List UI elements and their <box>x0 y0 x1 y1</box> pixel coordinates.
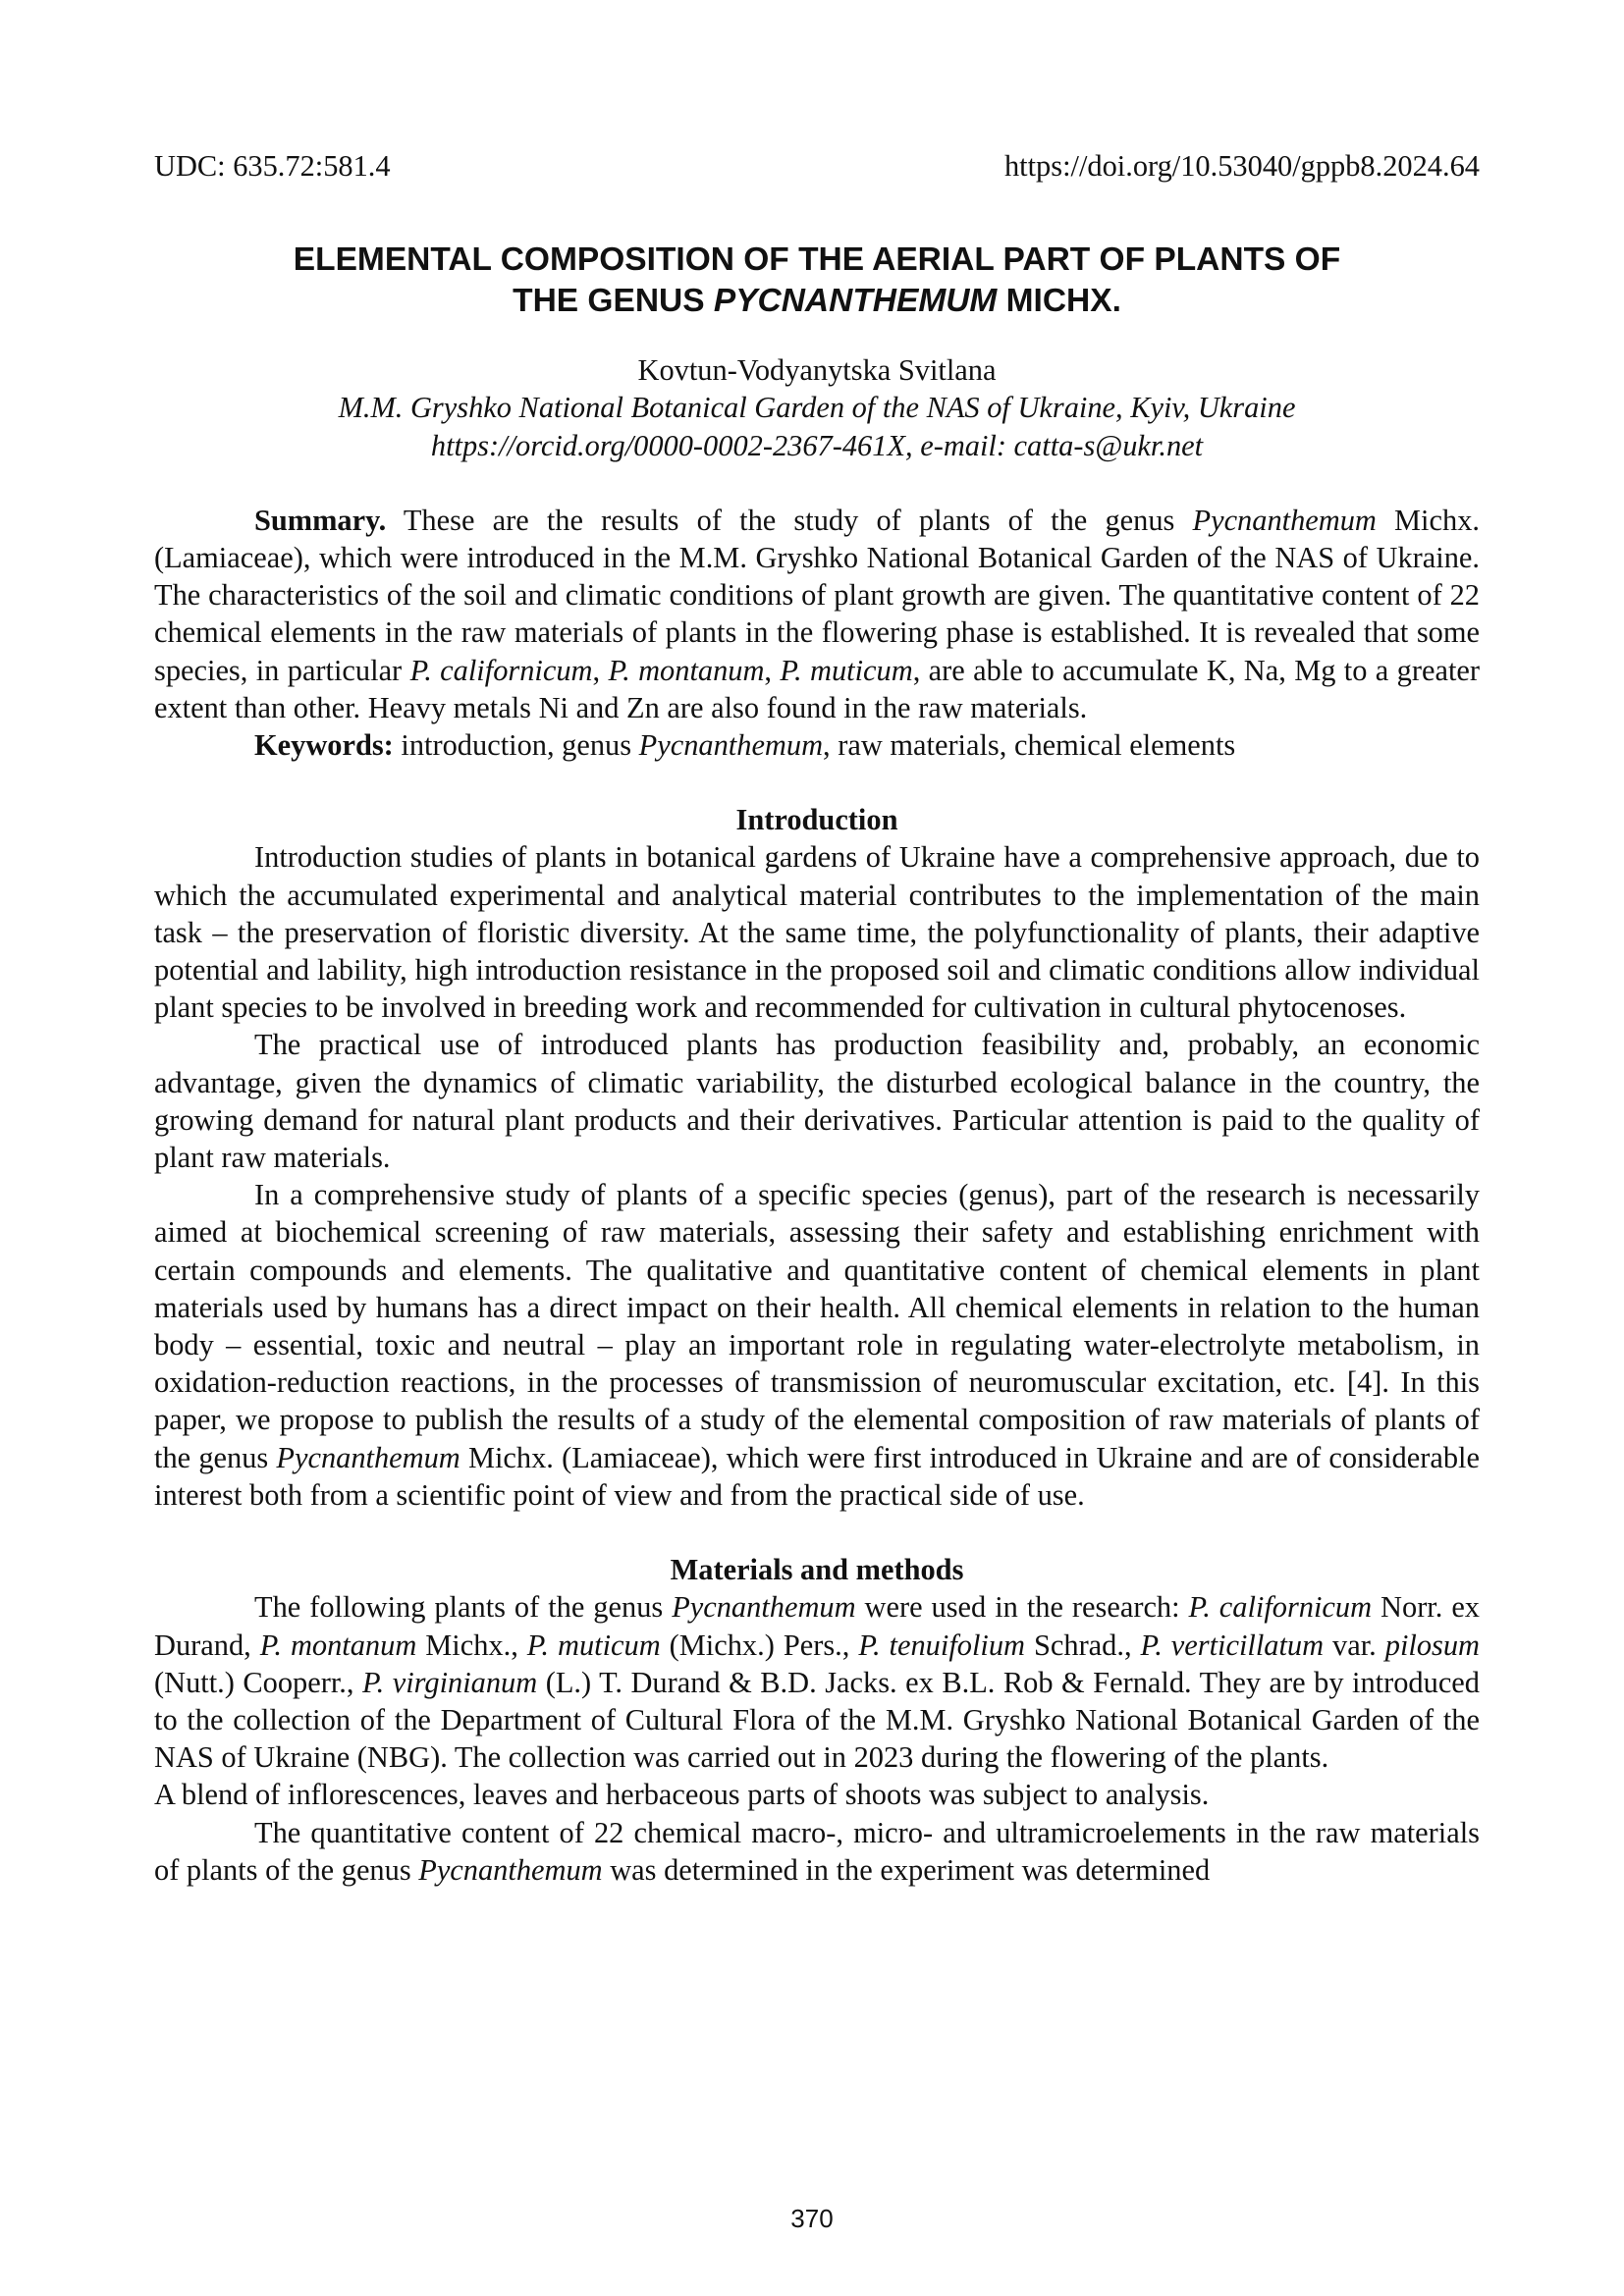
text-run: Michx. (Lamiaceae), which were introduced in the M.M. Gryshko National Botanical Garden of the NAS of Ukraine. The characteristics of the soil and climatic conditions of plant growth are given. The quantitative content of 22 chemical elements in the raw materials of plants in the flowering phase is established. It is revealed that some species, in particular <box>154 503 1480 687</box>
author-name: Kovtun-Vodyanytska Svitlana <box>637 353 997 388</box>
methods-paragraph-3 <box>154 1814 1480 1889</box>
text-run: Schrad., <box>1025 1628 1141 1662</box>
text-run: These are the results of the study of plants of the genus <box>386 503 1193 537</box>
title-text: MICHX. <box>997 283 1121 320</box>
text-run: (L.) T. Durand & B.D. Jacks. ex B.L. Rob & Fernald. They are by introduced to the collection of the Department of Cultural Flora of the M.M. Gryshko National Botanical Garden of the NAS of Ukraine (NBG). The collection was carried out in 2023 during the flowering of the plants. <box>154 1665 1480 1775</box>
text-run: The quantitative content of 22 chemical macro-, micro- and ultramicroelements in the raw materials of plants of the genus <box>154 1815 1480 1887</box>
italic-run: pilosum <box>1384 1628 1480 1662</box>
text-run: were used in the research: <box>855 1590 1189 1625</box>
italic-run: P. tenuifolium <box>858 1628 1025 1662</box>
text-run: Michx. (Lamiaceae), which were first introduced in Ukraine and are of considerable interest both from a scientific point of view and from the practical side of use. <box>154 1440 1480 1512</box>
paper-page <box>154 147 1480 1889</box>
text-run: The following plants of the genus <box>254 1590 673 1625</box>
italic-run: Pycnanthemum <box>1192 503 1377 537</box>
text-run: In a comprehensive study of plants of a specific species (genus), part of the research is necessarily aimed at biochemical screening of raw materials, assessing their safety and establishing enrichment with certain compounds and elements. The qualitative and quantitative content of chemical elements in plant materials used by humans has a direct impact on their health. All chemical elements in relation to the human body – essential, toxic and neutral – play an important role in regulating water-electrolyte metabolism, in oxidation-reduction reactions, in the processes of transmission of neuromuscular excitation, etc. [4]. In this paper, we propose to publish the results of a study of the elemental composition of raw materials of plants of the genus <box>154 1178 1480 1474</box>
methods-paragraph-1 <box>154 1588 1480 1776</box>
summary-label: Summary. <box>254 503 387 537</box>
text-run: , are able to accumulate K, Na, Mg to a greater extent than other. Heavy metals Ni and Zn are also found in the raw materials. <box>154 653 1481 724</box>
italic-run: P. montanum <box>608 653 765 687</box>
text-run: Norr. ex Durand, <box>154 1590 1481 1662</box>
italic-run: P. virginianum <box>362 1665 538 1699</box>
text-run: , <box>592 653 609 687</box>
italic-run: Pycnanthemum <box>672 1590 856 1625</box>
methods-paragraph-2: A blend of inflorescences, leaves and herbaceous parts of shoots was subject to analysis. <box>154 1778 1210 1812</box>
paper-title <box>154 240 1480 322</box>
section-heading-introduction: Introduction <box>735 803 898 837</box>
title-line-2 <box>154 281 1480 322</box>
italic-run: P. californicum <box>409 653 593 687</box>
italic-run: Pycnanthemum <box>276 1440 460 1474</box>
italic-run: P. verticillatum <box>1140 1628 1325 1662</box>
text-run: , <box>764 653 781 687</box>
italic-run: P. muticum <box>526 1628 661 1662</box>
title-text: THE GENUS <box>513 283 714 320</box>
keywords-paragraph <box>154 726 1480 764</box>
text-run: Michx., <box>416 1628 527 1662</box>
italic-run: P. montanum <box>259 1628 417 1662</box>
italic-run: Pycnanthemum <box>638 728 824 763</box>
intro-paragraph-1: Introduction studies of plants in botanical gardens of Ukraine have a comprehensive approach, due to which the accumulated experimental and analytical material contributes to the implementation of the main task – the preservation of floristic diversity. At the same time, the polyfunctionality of plants, their adaptive potential and lability, high introduction resistance in the proposed soil and climatic conditions allow individual plant species to be involved in breeding work and recommended for cultivation in cultural phytocenoses. <box>154 840 1480 1025</box>
summary-paragraph <box>154 502 1480 726</box>
text-run: (Nutt.) Cooperr., <box>154 1665 362 1699</box>
italic-run: P. californicum <box>1188 1590 1373 1625</box>
page-header <box>154 147 1480 185</box>
intro-paragraph-3 <box>154 1176 1480 1514</box>
text-run: , raw materials, chemical elements <box>823 728 1236 763</box>
text-run: (Michx.) Pers., <box>660 1628 859 1662</box>
text-run: var. <box>1324 1628 1385 1662</box>
doi-link[interactable]: https://doi.org/10.53040/gppb8.2024.64 <box>1003 149 1480 183</box>
text-run: introduction, genus <box>393 728 639 763</box>
author-contacts: https://orcid.org/0000-0002-2367-461X, e-mail: catta-s@ukr.net <box>430 428 1204 462</box>
author-affiliation: M.M. Gryshko National Botanical Garden of the NAS of Ukraine, Kyiv, Ukraine <box>338 391 1296 425</box>
intro-paragraph-2: The practical use of introduced plants has production feasibility and, probably, an economic advantage, given the dynamics of climatic variability, the disturbed ecological balance in the country, the growing demand for natural plant products and their derivatives. Particular attention is paid to the quality of plant raw materials. <box>154 1028 1480 1175</box>
text-run: was determined in the experiment was determined <box>602 1852 1211 1887</box>
italic-run: P. muticum <box>780 653 913 687</box>
page-number: 370 <box>790 2204 834 2233</box>
title-genus: PYCNANTHEMUM <box>713 283 998 320</box>
italic-run: Pycnanthemum <box>418 1852 603 1887</box>
udc-code: UDC: 635.72:581.4 <box>154 149 391 183</box>
section-heading-methods: Materials and methods <box>670 1553 964 1587</box>
keywords-label: Keywords: <box>254 728 394 763</box>
title-line-1: ELEMENTAL COMPOSITION OF THE AERIAL PART OF PLANTS OF <box>293 241 1341 279</box>
